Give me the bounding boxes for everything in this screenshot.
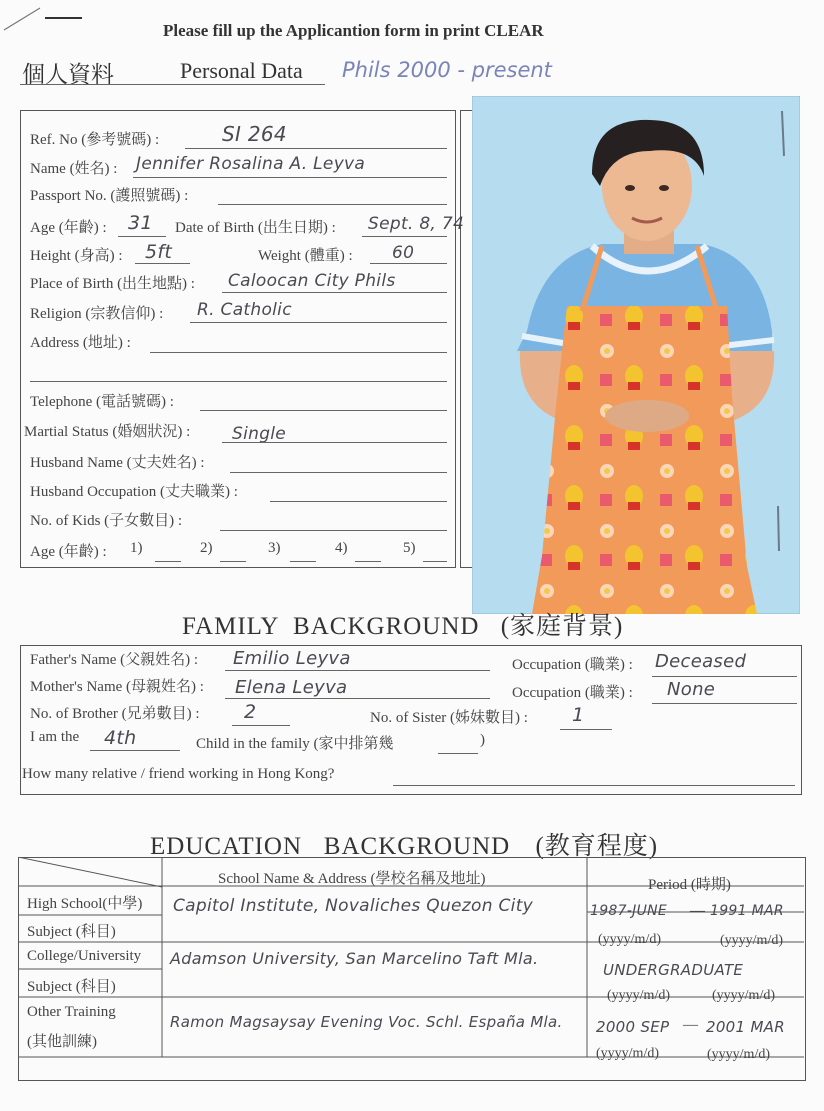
husband-occ-label: Husband Occupation (丈夫職業) : (30, 484, 238, 500)
other-school: Ramon Magsaysay Evening Voc. Schl. España Mla. (170, 1013, 563, 1031)
sister-value: 1 (572, 704, 585, 726)
pob-label: Place of Birth (出生地點) : (30, 276, 195, 292)
brother-value: 2 (244, 701, 257, 723)
kids-label: No. of Kids (子女數目) : (30, 513, 183, 529)
hs-date-fmt-from: (yyyy/m/d) (598, 932, 661, 947)
other-date-fmt-from: (yyyy/m/d) (596, 1046, 659, 1061)
kid-2: 2) (200, 540, 213, 556)
dob-label: Date of Birth (出生日期) : (175, 220, 336, 236)
hs-from: 1987-JUNE (590, 903, 668, 919)
subject-label-2: Subject (科目) (27, 979, 116, 995)
education-title-cn: (教育程度) (535, 833, 659, 860)
address-label: Address (地址) : (30, 335, 131, 351)
subject-label-1: Subject (科目) (27, 924, 116, 940)
father-occ-label: Occupation (職業) : (512, 657, 633, 673)
child-close: ) (480, 732, 485, 748)
iam-label: I am the (30, 729, 80, 745)
height-label: Height (身高) : (30, 248, 123, 264)
other-to: 2001 MAR (706, 1018, 785, 1036)
ref-value: SI 264 (222, 122, 287, 146)
college-date-fmt-from: (yyyy/m/d) (607, 988, 670, 1003)
kid-5: 5) (403, 540, 416, 556)
other-dash: — (683, 1017, 698, 1033)
hs-date-fmt-to: (yyyy/m/d) (720, 933, 783, 948)
family-title-en: FAMILY BACKGROUND (182, 613, 480, 640)
weight-value: 60 (392, 243, 415, 263)
education-title-en: EDUCATION BACKGROUND (150, 833, 511, 860)
other-label: Other Training (27, 1004, 116, 1020)
height-value: 5ft (145, 241, 173, 263)
ref-label: Ref. No (參考號碼) : (30, 132, 160, 148)
name-label: Name (姓名) : (30, 161, 118, 177)
personal-title-en: Personal Data (180, 58, 303, 83)
father-value: Emilio Leyva (233, 648, 351, 669)
hs-to: 1991 MAR (710, 903, 784, 919)
iam-value: 4th (104, 727, 137, 749)
father-occ-value: Deceased (655, 651, 747, 672)
hs-school: Capitol Institute, Novaliches Quezon City (173, 896, 534, 916)
religion-label: Religion (宗教信仰) : (30, 306, 164, 322)
passport-label: Passport No. (護照號碼) : (30, 188, 189, 204)
name-value: Jennifer Rosalina A. Leyva (136, 154, 366, 174)
family-title-cn: (家庭背景) (500, 613, 624, 640)
personal-note: Phils 2000 - present (342, 58, 552, 82)
kid-3: 3) (268, 540, 281, 556)
high-school-label: High School(中學) (27, 896, 143, 912)
mother-label: Mother's Name (母親姓名) : (30, 679, 204, 695)
family-title (182, 606, 623, 642)
college-period: UNDERGRADUATE (603, 961, 744, 979)
brother-label: No. of Brother (兄弟數目) : (30, 706, 200, 722)
applicant-photo (472, 96, 800, 614)
weight-label: Weight (體重) : (258, 248, 353, 264)
other-label-cn: (其他訓練) (27, 1034, 97, 1050)
dob-value: Sept. 8, 74 (368, 214, 465, 234)
kid-1: 1) (130, 540, 143, 556)
hs-dash: — (690, 903, 705, 919)
age-label: Age (年齡) : (30, 220, 107, 236)
other-from: 2000 SEP (596, 1018, 670, 1036)
marital-value: Single (232, 424, 287, 444)
relative-label: How many relative / friend working in Hong Kong? (22, 766, 335, 782)
personal-title-cn: 個人資料 (22, 62, 114, 87)
father-label: Father's Name (父親姓名) : (30, 652, 199, 668)
kids-age-label: Age (年齡) : (30, 544, 107, 560)
college-label: College/University (27, 948, 142, 964)
child-label: Child in the family (家中排第幾 (196, 736, 394, 752)
religion-value: R. Catholic (197, 300, 292, 320)
marital-label: Martial Status (婚姻狀況) : (24, 424, 191, 440)
college-date-fmt-to: (yyyy/m/d) (712, 988, 775, 1003)
age-value: 31 (128, 212, 153, 234)
kid-4: 4) (335, 540, 348, 556)
other-date-fmt-to: (yyyy/m/d) (707, 1047, 770, 1062)
telephone-label: Telephone (電話號碼) : (30, 394, 174, 410)
col-school: School Name & Address (學校名稱及地址) (218, 871, 486, 887)
form-instruction: Please fill up the Applicantion form in print CLEAR (163, 21, 544, 40)
husband-name-label: Husband Name (丈夫姓名) : (30, 455, 205, 471)
mother-occ-label: Occupation (職業) : (512, 685, 633, 701)
scan-mark (0, 0, 90, 40)
sister-label: No. of Sister (姊妹數目) : (370, 710, 528, 726)
mother-value: Elena Leyva (235, 677, 348, 698)
mother-occ-value: None (667, 679, 716, 700)
college-school: Adamson University, San Marcelino Taft Mla. (170, 949, 539, 968)
col-period: Period (時期) (648, 877, 731, 893)
pob-value: Caloocan City Phils (228, 271, 396, 291)
